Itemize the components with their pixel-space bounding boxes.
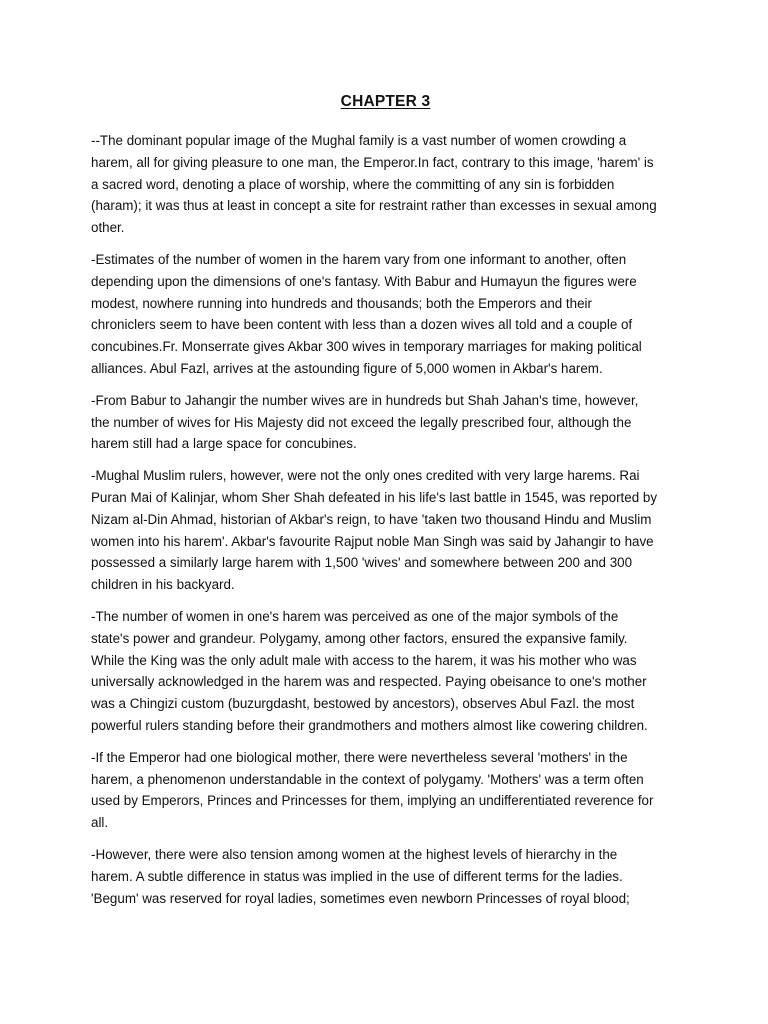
text-line: universally acknowledged in the harem was and respected. Paying obeisance to one's mother <box>91 674 647 690</box>
text-line: chroniclers seem to have been content with less than a dozen wives all told and a couple of <box>91 317 633 333</box>
text-line: modest, nowhere running into hundreds and thousands; both the Emperors and their <box>91 295 592 311</box>
paragraph-4 <box>91 465 680 596</box>
text-line: women into his harem'. Akbar's favourite Rajput noble Man Singh was said by Jahangir to have <box>91 533 654 549</box>
text-line: Nizam al-Din Ahmad, historian of Akbar's reign, to have 'taken two thousand Hindu and Muslim <box>91 511 652 527</box>
text-line: a sacred word, denoting a place of worship, where the committing of any sin is forbidden <box>91 176 615 192</box>
text-line: -If the Emperor had one biological mother, there were nevertheless several 'mothers' in the <box>91 749 628 765</box>
text-line: all. <box>91 815 109 831</box>
text-line: -The number of women in one's harem was perceived as one of the major symbols of the <box>91 608 619 624</box>
text-line: possessed a similarly large harem with 1,500 'wives' and somewhere between 200 and 300 <box>91 555 633 571</box>
paragraph-7 <box>91 844 680 909</box>
text-line: While the King was the only adult male with access to the harem, it was his mother who was <box>91 652 637 668</box>
paragraph-5 <box>91 606 680 737</box>
text-line: harem, all for giving pleasure to one man, the Emperor.In fact, contrary to this image, 'harem' is <box>91 154 654 170</box>
text-line: was a Chingizi custom (buzurgdasht, bestowed by ancestors), observes Abul Fazl. the most <box>91 696 635 712</box>
text-line: children in his backyard. <box>91 577 235 593</box>
text-line: harem still had a large space for concubines. <box>91 436 357 452</box>
paragraph-6 <box>91 747 680 834</box>
text-line: used by Emperors, Princes and Princesses for them, implying an undifferentiated reverence for <box>91 793 654 809</box>
text-line: depending upon the dimensions of one's fantasy. With Babur and Humayun the figures were <box>91 273 637 289</box>
text-line: 'Begum' was reserved for royal ladies, sometimes even newborn Princesses of royal blood; <box>91 890 630 906</box>
text-line: -Mughal Muslim rulers, however, were not the only ones credited with very large harems. Rai <box>91 468 640 484</box>
text-line: harem. A subtle difference in status was implied in the use of different terms for the ladies. <box>91 868 623 884</box>
paragraph-3 <box>91 390 680 455</box>
text-line: harem, a phenomenon understandable in the context of polygamy. 'Mothers' was a term often <box>91 771 644 787</box>
text-line: powerful rulers standing before their grandmothers and mothers almost like cowering children. <box>91 717 648 733</box>
chapter-title: CHAPTER 3 <box>340 93 431 110</box>
text-line: concubines.Fr. Monserrate gives Akbar 300 wives in temporary marriages for making political <box>91 339 642 355</box>
paragraph-1 <box>91 130 680 239</box>
text-line: Puran Mai of Kalinjar, whom Sher Shah defeated in his life's last battle in 1545, was reported by <box>91 489 658 505</box>
text-line: -Estimates of the number of women in the harem vary from one informant to another, often <box>91 251 627 267</box>
text-line: (haram); it was thus at least in concept a site for restraint rather than excesses in sexual among <box>91 198 657 214</box>
text-line: -From Babur to Jahangir the number wives are in hundreds but Shah Jahan's time, however, <box>91 392 639 408</box>
text-line: -However, there were also tension among women at the highest levels of hierarchy in the <box>91 846 618 862</box>
text-line: state's power and grandeur. Polygamy, among other factors, ensured the expansive family. <box>91 630 628 646</box>
text-line: the number of wives for His Majesty did not exceed the legally prescribed four, although the <box>91 414 632 430</box>
text-line: alliances. Abul Fazl, arrives at the astounding figure of 5,000 women in Akbar's harem. <box>91 360 603 376</box>
paragraph-2 <box>91 249 680 380</box>
text-line: --The dominant popular image of the Mughal family is a vast number of women crowding a <box>91 133 627 148</box>
text-line: other. <box>91 220 125 236</box>
